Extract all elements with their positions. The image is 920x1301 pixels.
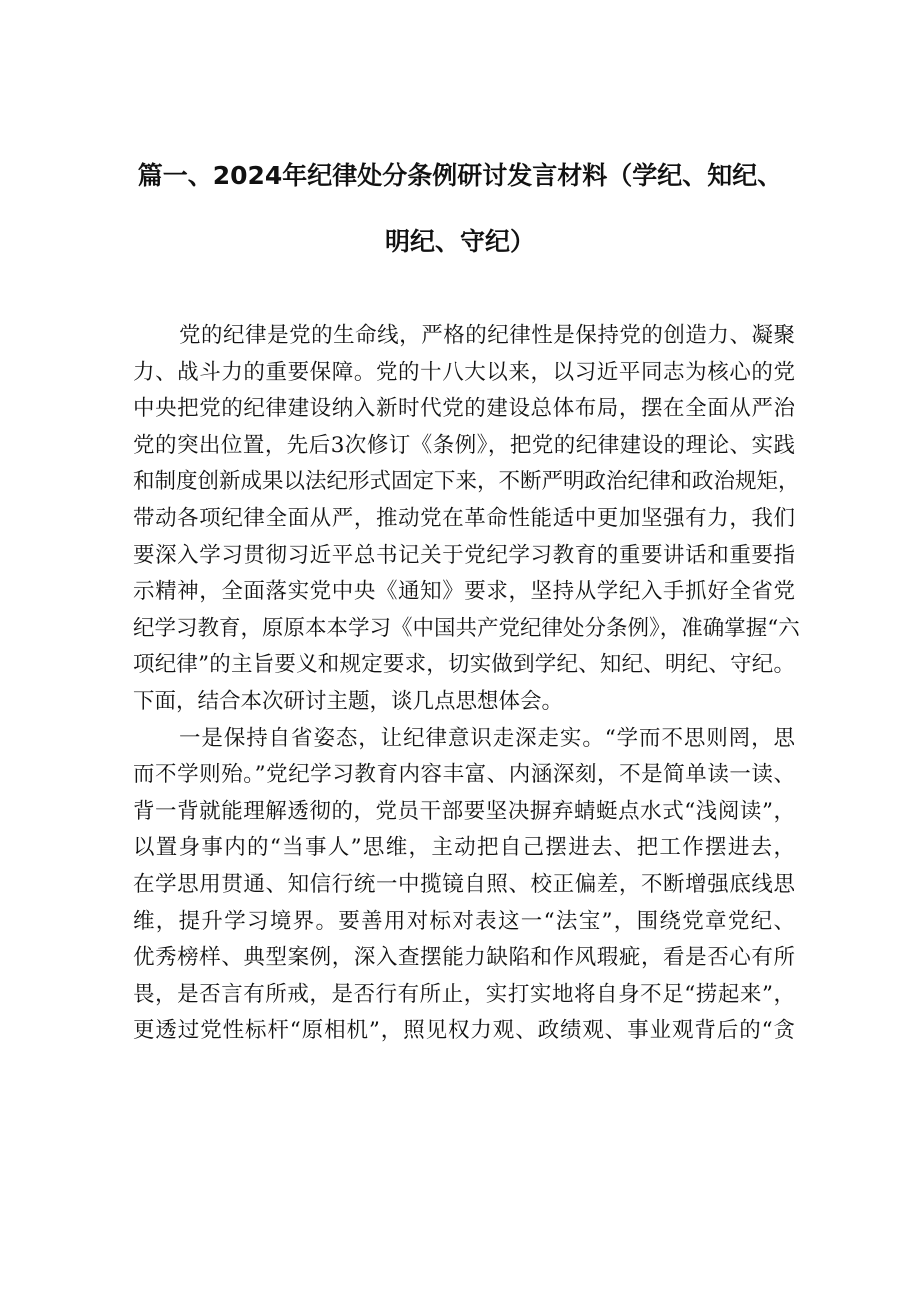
paragraph-line: 示精神，全面落实党中央《通知》要求，坚持从学纪入手抓好全省党 [133,579,795,605]
paragraph-line: 项纪律”的主旨要义和规定要求，切实做到学纪、知纪、明纪、守纪。 [133,652,795,678]
paragraph-line: 党的突出位置，先后3次修订《条例》，把党的纪律建设的理论、实践 [133,432,795,458]
document-body [133,318,800,1050]
paragraph-line: 畏，是否言有所戒，是否行有所止，实打实地将自身不足“捞起来”， [133,981,795,1007]
paragraph-line: 而不学则殆。”党纪学习教育内容丰富、内涵深刻，不是简单读一读、 [133,762,795,788]
paragraph-line: 以置身事内的“当事人”思维，主动把自己摆进去、把工作摆进去， [133,835,795,861]
paragraph-line: 要深入学习贯彻习近平总书记关于党纪学习教育的重要讲话和重要指 [133,542,795,568]
paragraph-line: 维，提升学习境界。要善用对标对表这一“法宝”，围绕党章党纪、 [133,908,795,934]
paragraph-point-one [133,721,795,1050]
paragraph-line: 带动各项纪律全面从严，推动党在革命性能适中更加坚强有力，我们 [133,505,795,531]
paragraph-line: 力、战斗力的重要保障。党的十八大以来，以习近平同志为核心的党 [133,359,795,385]
paragraph-line: 在学思用贯通、知信行统一中揽镜自照、校正偏差，不断增强底线思 [133,871,795,897]
paragraph-line: 背一背就能理解透彻的，党员干部要坚决摒弃蜻蜓点水式“浅阅读”， [133,798,795,824]
paragraph-line: 中央把党的纪律建设纳入新时代党的建设总体布局，摆在全面从严治 [133,396,795,422]
paragraph-line: 更透过党性标杆“原相机”，照见权力观、政绩观、事业观背后的“贪 [133,1018,795,1044]
paragraph-line: 党的纪律是党的生命线，严格的纪律性是保持党的创造力、凝聚 [179,323,795,348]
paragraph-line: 纪学习教育，原原本本学习《中国共产党纪律处分条例》，准确掌握“六 [133,615,800,641]
paragraph-line: 下面，结合本次研讨主题，谈几点思想体会。 [133,688,564,714]
paragraph-line: 一是保持自省姿态，让纪律意识走深走实。“学而不思则罔，思 [179,725,795,751]
document-title-line-2: 明纪、守纪） [384,227,535,256]
paragraph-line: 和制度创新成果以法纪形式固定下来，不断严明政治纪律和政治规矩， [133,469,800,495]
paragraph-intro [133,318,800,721]
paragraph-line: 优秀榜样、典型案例，深入查摆能力缺陷和作风瑕疵，看是否心有所 [133,945,795,971]
document-title-line-1: 篇一、2024年纪律处分条例研讨发言材料（学纪、知纪、 [137,161,783,190]
